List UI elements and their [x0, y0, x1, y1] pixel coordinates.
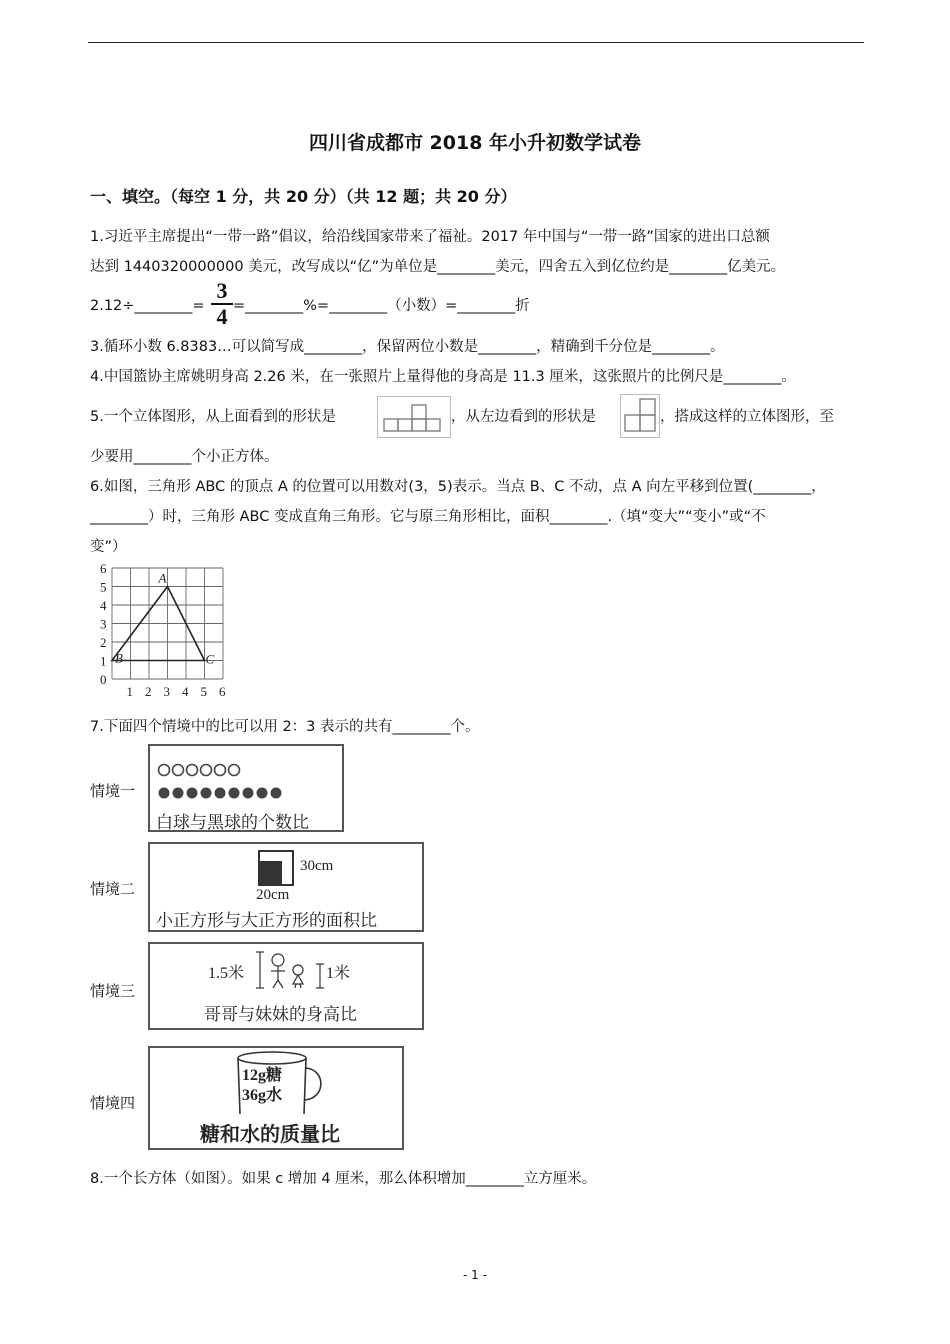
q8: 8.一个长方体（如图）。如果 c 增加 4 厘米，那么体积增加________立方厘米。 — [90, 1171, 597, 1187]
section-heading: 一、填空。（每空 1 分，共 20 分）（共 12 题；共 20 分） — [90, 187, 517, 206]
q5-part-a: 5.一个立体图形，从上面看到的形状是 — [90, 409, 336, 425]
scene1-figure — [148, 744, 344, 832]
top-view-figure — [377, 396, 451, 438]
q4: 4.中国篮协主席姚明身高 2.26 米，在一张照片上量得他的身高是 11.3 厘米，这张照片的比例尺是________。 — [90, 369, 796, 385]
page-number: - 1 - — [463, 1268, 487, 1282]
x-tick-label: 4 — [182, 684, 189, 699]
scene1-caption: 白球与黑球的个数比 — [156, 813, 309, 832]
small-square — [260, 861, 282, 884]
scene2-label: 情境二 — [90, 880, 136, 898]
x-tick-label: 6 — [219, 684, 226, 699]
fraction-numerator: 3 — [216, 278, 228, 303]
scene4-label: 情境四 — [90, 1094, 136, 1112]
scene2-big-length: 30cm — [300, 858, 334, 874]
scene2-caption: 小正方形与大正方形的面积比 — [156, 911, 377, 930]
header-rule — [88, 42, 864, 43]
y-tick-label: 5 — [100, 579, 107, 595]
q6-line2: ________）时，三角形 ABC 变成直角三角形。它与原三角形相比，面积________.（填“变大”“变小”或“不 — [90, 509, 766, 525]
x-tick-label: 3 — [163, 684, 170, 699]
page-title: 四川省成都市 2018 年小升初数学试卷 — [308, 132, 642, 154]
q2-fraction — [211, 280, 233, 328]
q3: 3.循环小数 6.8383…可以简写成________，保留两位小数是________，精确到千分位是________。 — [90, 339, 725, 355]
scene4-sugar: 12g糖 — [242, 1067, 283, 1084]
scene2-figure — [148, 842, 424, 932]
scene4-water: 36g水 — [242, 1087, 283, 1104]
scene3-figure — [148, 942, 424, 1030]
point-label-a: A — [158, 570, 167, 586]
x-tick-label: 5 — [200, 684, 207, 699]
q5-line2: 少要用________个小正方体。 — [90, 449, 279, 465]
scene2-small-length: 20cm — [256, 887, 290, 903]
y-tick-label: 6 — [100, 562, 107, 576]
q1-line1: 1.习近平主席提出“一带一路”倡议，给沿线国家带来了福祉。2017 年中国与“一带一路”国家的进出口总额 — [90, 229, 770, 245]
y-tick-label: 0 — [100, 672, 107, 687]
q1-line2: 达到 1440320000000 美元，改写成以“亿”为单位是________美元，四舍五入到亿位约是________亿美元。 — [90, 259, 786, 275]
q5-part-b: ，从左边看到的形状是 — [451, 409, 596, 425]
scene1-label: 情境一 — [90, 782, 136, 800]
x-tick-label: 1 — [126, 684, 133, 699]
left-view-figure — [620, 394, 660, 438]
q5-part-c: ，搭成这样的立体图形，至 — [660, 409, 834, 425]
scene3-height1: 1.5米 — [208, 965, 245, 982]
scene3-caption: 哥哥与妹妹的身高比 — [204, 1005, 357, 1024]
q2-part-a: 2.12÷________= — [90, 298, 205, 314]
point-label-c: C — [205, 651, 215, 667]
coordinate-grid — [96, 562, 228, 702]
fraction-denominator: 4 — [216, 304, 228, 329]
scene3-label: 情境三 — [90, 982, 136, 1000]
point-label-b: B — [115, 650, 123, 666]
y-tick-label: 3 — [100, 616, 107, 632]
q7: 7.下面四个情境中的比可以用 2：3 表示的共有________个。 — [90, 719, 480, 735]
q6-line3: 变”） — [90, 539, 127, 555]
scene4-caption: 糖和水的质量比 — [200, 1124, 340, 1146]
y-tick-label: 2 — [100, 635, 107, 650]
q2-part-b: =________%=________（小数）=________折 — [233, 298, 530, 314]
scene3-height2: 1米 — [326, 965, 351, 982]
q6-line1: 6.如图，三角形 ABC 的顶点 A 的位置可以用数对(3，5)表示。当点 B、C 不动，点 A 向左平移到位置(________， — [90, 479, 826, 495]
scene4-figure — [148, 1046, 404, 1150]
triangle-grid-figure — [96, 562, 228, 702]
x-tick-label: 2 — [145, 684, 152, 699]
y-tick-label: 4 — [100, 598, 107, 613]
y-tick-label: 1 — [100, 653, 107, 669]
